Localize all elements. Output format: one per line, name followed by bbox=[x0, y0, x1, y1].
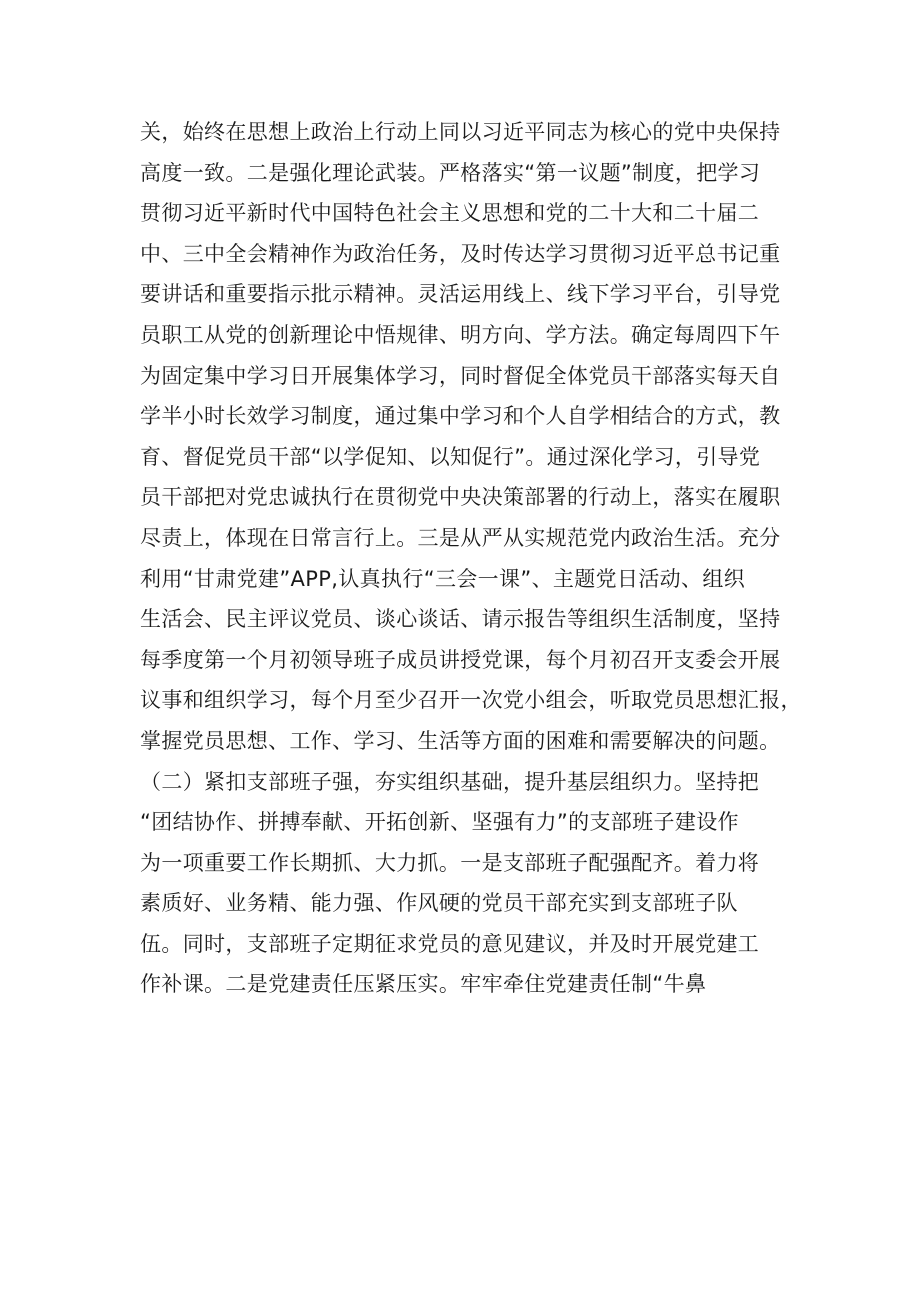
text-line: 员干部把对党忠诚执行在贯彻党中央决策部署的行动上，落实在履职 bbox=[140, 485, 781, 510]
text-line: “团结协作、拼搏奉献、开拓创新、坚强有力”的支部班子建设作 bbox=[140, 810, 739, 835]
text-line: 为固定集中学习日开展集体学习，同时督促全体党员干部落实每天自 bbox=[140, 363, 781, 388]
text-line: 要讲话和重要指示批示精神。灵活运用线上、线下学习平台，引导党 bbox=[140, 282, 781, 307]
text-line: 素质好、业务精、能力强、作风硬的党员干部充实到支部班子队 bbox=[140, 891, 738, 916]
text-line: 每季度第一个月初领导班子成员讲授党课，每个月初召开支委会开展 bbox=[140, 647, 781, 672]
text-line: 育、督促党员干部“以学促知、以知促行”。通过深化学习，引导党 bbox=[140, 444, 761, 469]
text-line: 尽责上，体现在日常言行上。三是从严从实规范党内政治生活。充分 bbox=[140, 525, 781, 550]
text-line: 学半小时长效学习制度，通过集中学习和个人自学相结合的方式，教 bbox=[140, 404, 781, 429]
text-line: 掌握党员思想、工作、学习、生活等方面的困难和需要解决的问题。 bbox=[140, 728, 781, 753]
text-line: 高度一致。二是强化理论武装。严格落实“第一议题”制度，把学习 bbox=[140, 160, 761, 185]
text-line: 伍。同时，支部班子定期征求党员的意见建议，并及时开展党建工 bbox=[140, 931, 760, 956]
text-line: 议事和组织学习，每个月至少召开一次党小组会，听取党员思想汇报， bbox=[140, 688, 802, 713]
text-line: 生活会、民主评议党员、谈心谈话、请示报告等组织生活制度，坚持 bbox=[140, 607, 781, 632]
text-line: 为一项重要工作长期抓、大力抓。一是支部班子配强配齐。着力将 bbox=[140, 850, 760, 875]
text-line: 作补课。二是党建责任压紧压实。牢牢牵住党建责任制“牛鼻 bbox=[140, 972, 707, 997]
body-text bbox=[140, 112, 800, 1005]
text-line: 关，始终在思想上政治上行动上同以习近平同志为核心的党中央保持 bbox=[140, 120, 781, 144]
text-line: 中、三中全会精神作为政治任务，及时传达学习贯彻习近平总书记重 bbox=[140, 241, 781, 266]
text-line: 利用“甘肃党建”APP,认真执行“三会一课”、主题党日活动、组织 bbox=[140, 566, 746, 591]
section-heading-line: （二）紧扣支部班子强，夯实组织基础，提升基层组织力。坚持把 bbox=[140, 769, 760, 794]
text-line: 员职工从党的创新理论中悟规律、明方向、学方法。确定每周四下午 bbox=[140, 322, 781, 347]
text-line: 贯彻习近平新时代中国特色社会主义思想和党的二十大和二十届二 bbox=[140, 201, 760, 226]
